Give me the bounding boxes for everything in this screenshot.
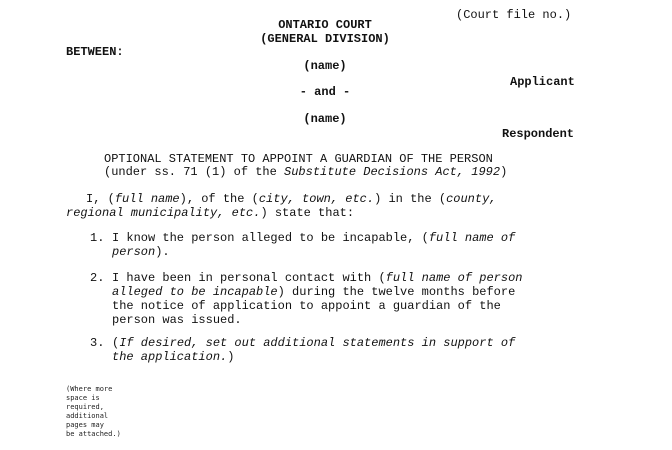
city-placeholder: city, town, etc. (258, 192, 375, 206)
act-name: Substitute Decisions Act, 1992 (284, 165, 501, 179)
and-separator: - and - (299, 85, 351, 99)
full-name-placeholder: full name (114, 192, 180, 206)
intro-statement (66, 192, 586, 220)
applicant-role: Applicant (510, 75, 575, 89)
item-number: 3. (90, 336, 105, 350)
margin-note: (Where more space is required, additional pages may be attached.) (66, 385, 121, 438)
intro-line: regional municipality, etc.) state that: (66, 206, 355, 220)
respondent-role: Respondent (502, 127, 575, 141)
court-name: ONTARIO COURT (278, 18, 372, 32)
subtitle-prefix: (under ss. 71 (1) of the (104, 165, 285, 179)
court-division: (GENERAL DIVISION) (260, 32, 390, 46)
municipality-placeholder: regional municipality, etc. (66, 206, 261, 220)
item-text: I have been in personal contact with (full name of person alleged to be incapable) during the twelve months before the notice of application to appoint a guardian of the person was issued. (112, 271, 523, 327)
applicant-name: (name) (303, 59, 347, 73)
respondent-name: (name) (303, 112, 347, 126)
county-placeholder: county, (446, 192, 497, 206)
item-number: 2. (90, 271, 105, 285)
item-text: I know the person alleged to be incapable, (full name of person). (112, 231, 516, 259)
document-subtitle (104, 165, 507, 179)
subtitle-suffix: ) (500, 165, 508, 179)
court-file-number: (Court file no.) (456, 8, 572, 22)
item-text: (If desired, set out additional statements in support of the application.) (112, 336, 516, 364)
intro-line: I, (full name), of the (city, town, etc.) in the (county, (86, 192, 497, 206)
between-label: BETWEEN: (66, 45, 124, 59)
document-title: OPTIONAL STATEMENT TO APPOINT A GUARDIAN OF THE PERSON (104, 152, 493, 166)
item-number: 1. (90, 231, 105, 245)
